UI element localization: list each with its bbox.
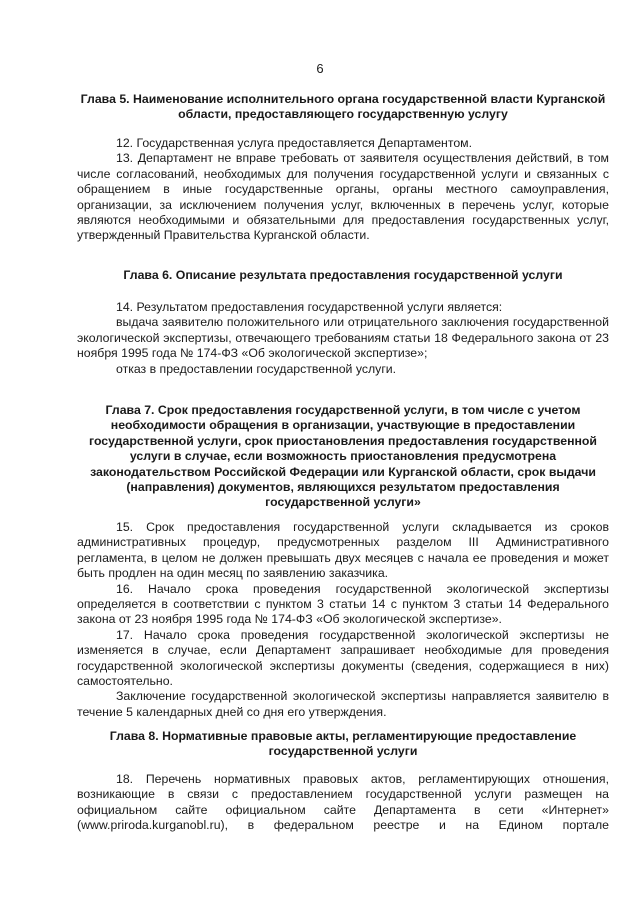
chapter-8-body [77, 772, 609, 834]
paragraph-12: 12. Государственная услуга предоставляется Департаментом. [116, 136, 473, 150]
chapter-7-body [77, 520, 609, 720]
paragraph-13: 13. Департамент не вправе требовать от заявителя осуществления действий, в том числе согласований, необходимых для получения государственной услуги и связанных с обращением в иные государственные органы, органы местного самоуправления, организации, за исключением получения услуг, включенных в перечень услуг, которые являются необходимыми и обязательными для предоставления государственных услуг, утвержденный Правительства Курганской области. [77, 151, 609, 243]
paragraph-14: 14. Результатом предоставления государственной услуги является: [116, 300, 503, 314]
chapter-7-heading: Глава 7. Срок предоставления государственной услуги, в том числе с учетом необходимости обращения в организации, участвующие в предоставлении государственной услуги, срок приостановления предоставления государственной услуги в случае, если возможность приостановления предусмотрена законодательством Российской Федерации или Курганской области, срок выдачи (направления) документов, являющихся результатом предоставления государственной услуги» [89, 403, 597, 510]
chapter-5-body [77, 136, 609, 244]
paragraph-18: 18. Перечень нормативных правовых актов, регламентирующих отношения, возникающие в связи с предоставлением государственной услуги размещен на официальном сайте официальном сайте Департамента в сети «Интернет» (www.priroda.kurganobl.ru), в федеральном реестре и на Едином портале [77, 772, 609, 833]
chapter-5-heading: Глава 5. Наименование исполнительного органа государственной власти Курганской области, предоставляющего государственную услугу [80, 92, 606, 122]
chapter-6-heading: Глава 6. Описание результата предоставления государственной услуги [123, 268, 563, 282]
paragraph-16: 16. Начало срока проведения государственной экологической экспертизы определяется в соответствии с пунктом 3 статьи 14 с пунктом 3 статьи 14 Федерального закона от 23 ноября 1995 года № 174-ФЗ «Об экологической экспертизе». [77, 581, 609, 627]
paragraph-14-item-1: выдача заявителю положительного или отрицательного заключения государственной экологической экспертизы, отвечающего требованиям статьи 18 Федерального закона от 23 ноября 1995 года № 174-ФЗ «Об экологической экспертизе»; [77, 315, 609, 361]
paragraph-17-conclusion: Заключение государственной экологической экспертизы направляется заявителю в течение 5 календарных дней со дня его утверждения. [77, 689, 609, 719]
paragraph-17: 17. Начало срока проведения государственной экологической экспертизы не изменяется в случае, если Департамент запрашивает необходимые для проведения государственной экологической экспертизы документы (сведения, содержащиеся в них) самостоятельно. [77, 627, 609, 689]
page-number: 6 [316, 61, 324, 76]
paragraph-14-item-2: отказ в предоставлении государственной услуги. [116, 361, 397, 376]
paragraph-15: 15. Срок предоставления государственной услуги складывается из сроков административных процедур, предусмотренных разделом III Административного регламента, в целом не должен превышать двух месяцев с начала ее проведения и может быть продлен на один месяц по заявлению заказчика. [77, 520, 609, 581]
chapter-8-heading: Глава 8. Нормативные правовые акты, регламентирующие предоставление государственной услуги [109, 729, 577, 759]
chapter-6-body [77, 300, 609, 377]
